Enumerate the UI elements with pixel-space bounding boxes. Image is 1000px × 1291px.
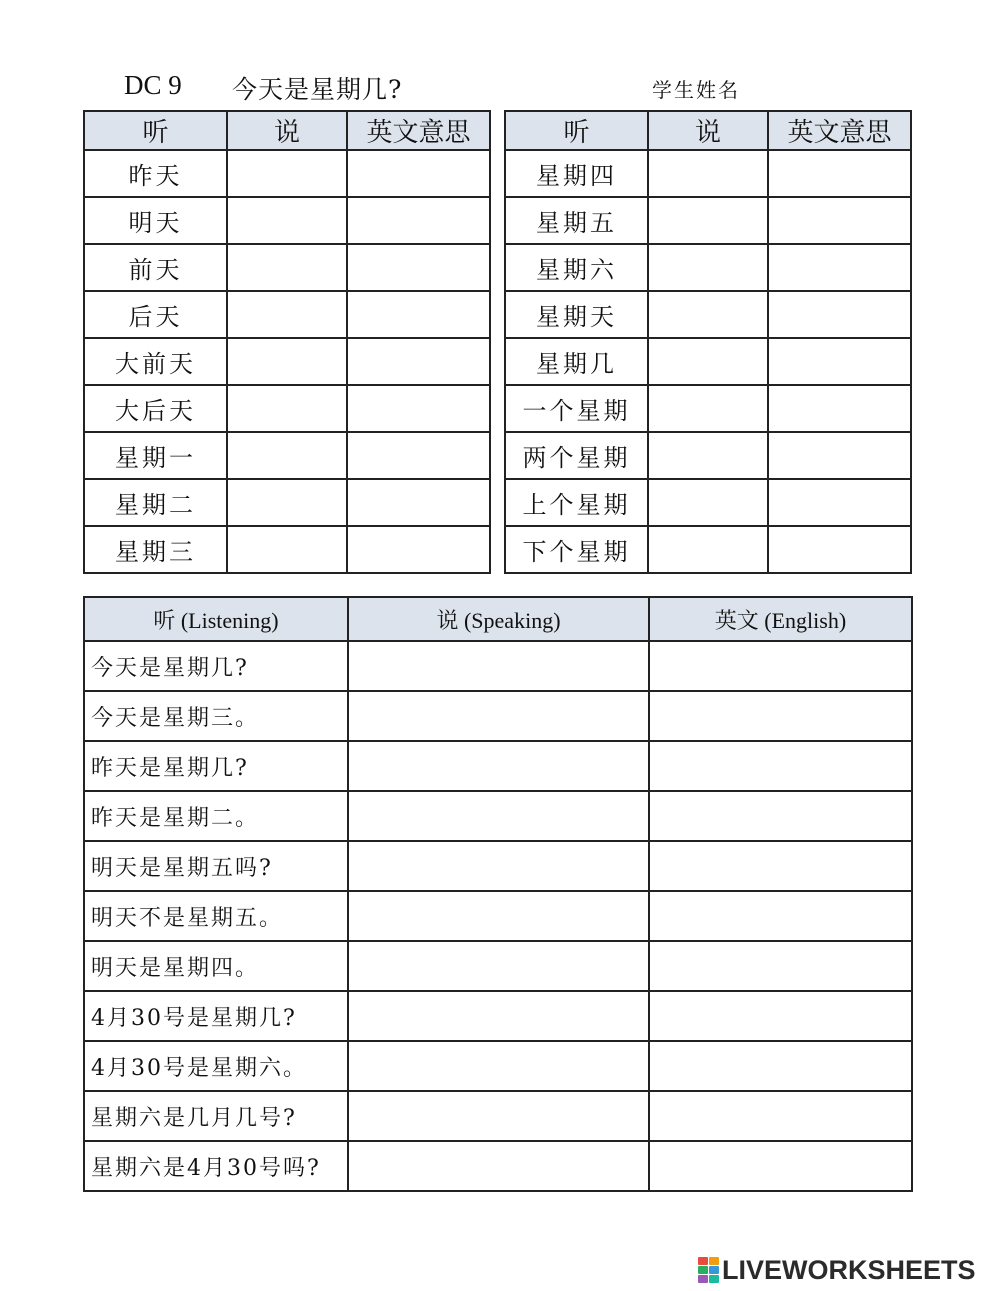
header-speak: 说 — [227, 111, 347, 150]
vocab-word: 星期六 — [505, 244, 648, 291]
header-english-meaning: 英文意思 — [347, 111, 490, 150]
english-answer-cell[interactable] — [347, 197, 490, 244]
speaking-answer-cell[interactable] — [348, 1141, 649, 1191]
sentence-text: 4月30号是星期六。 — [84, 1041, 348, 1091]
sentence-row — [84, 991, 912, 1041]
vocab-table-right — [504, 110, 912, 574]
english-answer-cell[interactable] — [347, 526, 490, 573]
vocab-row — [84, 244, 490, 291]
speak-answer-cell[interactable] — [648, 197, 768, 244]
speaking-answer-cell[interactable] — [348, 991, 649, 1041]
speak-answer-cell[interactable] — [648, 479, 768, 526]
sentence-text: 4月30号是星期几? — [84, 991, 348, 1041]
english-answer-cell[interactable] — [649, 691, 912, 741]
header-english: 英文 (English) — [649, 597, 912, 641]
sentence-row — [84, 1141, 912, 1191]
logo-text: LIVEWORKSHEETS — [722, 1254, 976, 1285]
speak-answer-cell[interactable] — [227, 291, 347, 338]
sentence-text: 今天是星期三。 — [84, 691, 348, 741]
vocab-word: 后天 — [84, 291, 227, 338]
speaking-answer-cell[interactable] — [348, 641, 649, 691]
english-answer-cell[interactable] — [768, 432, 911, 479]
vocab-row — [84, 291, 490, 338]
header-listen: 听 — [84, 111, 227, 150]
english-answer-cell[interactable] — [768, 291, 911, 338]
vocab-word: 前天 — [84, 244, 227, 291]
english-answer-cell[interactable] — [347, 385, 490, 432]
english-answer-cell[interactable] — [649, 1141, 912, 1191]
vocab-row — [505, 385, 911, 432]
vocab-word: 下个星期 — [505, 526, 648, 573]
vocab-row — [84, 479, 490, 526]
logo-block — [709, 1275, 719, 1283]
vocab-row — [505, 479, 911, 526]
header-speaking: 说 (Speaking) — [348, 597, 649, 641]
english-answer-cell[interactable] — [768, 338, 911, 385]
speaking-answer-cell[interactable] — [348, 1091, 649, 1141]
speak-answer-cell[interactable] — [648, 385, 768, 432]
vocab-word: 一个星期 — [505, 385, 648, 432]
vocab-word: 星期三 — [84, 526, 227, 573]
speak-answer-cell[interactable] — [648, 338, 768, 385]
sentence-text: 今天是星期几? — [84, 641, 348, 691]
speaking-answer-cell[interactable] — [348, 941, 649, 991]
vocab-word: 星期一 — [84, 432, 227, 479]
vocab-word: 星期五 — [505, 197, 648, 244]
vocab-word: 星期几 — [505, 338, 648, 385]
speak-answer-cell[interactable] — [648, 291, 768, 338]
sentence-row — [84, 891, 912, 941]
header-listen: 听 — [505, 111, 648, 150]
english-answer-cell[interactable] — [649, 841, 912, 891]
logo-icon — [698, 1257, 720, 1283]
speak-answer-cell[interactable] — [227, 150, 347, 197]
logo-block — [698, 1266, 708, 1274]
speaking-answer-cell[interactable] — [348, 891, 649, 941]
sentence-text: 明天是星期四。 — [84, 941, 348, 991]
vocab-row — [84, 338, 490, 385]
speak-answer-cell[interactable] — [648, 432, 768, 479]
speaking-answer-cell[interactable] — [348, 741, 649, 791]
english-answer-cell[interactable] — [768, 385, 911, 432]
speak-answer-cell[interactable] — [227, 526, 347, 573]
vocab-row — [505, 197, 911, 244]
english-answer-cell[interactable] — [649, 741, 912, 791]
vocab-row — [505, 338, 911, 385]
vocab-word: 大前天 — [84, 338, 227, 385]
sentence-row — [84, 641, 912, 691]
vocab-row — [505, 244, 911, 291]
sentence-text: 星期六是几月几号? — [84, 1091, 348, 1141]
speak-answer-cell[interactable] — [648, 244, 768, 291]
vocab-word: 明天 — [84, 197, 227, 244]
sentence-row — [84, 941, 912, 991]
sentence-text: 明天是星期五吗? — [84, 841, 348, 891]
header-speak: 说 — [648, 111, 768, 150]
sentence-text: 星期六是4月30号吗? — [84, 1141, 348, 1191]
speak-answer-cell[interactable] — [227, 197, 347, 244]
vocab-row — [84, 150, 490, 197]
vocab-row — [505, 150, 911, 197]
english-answer-cell[interactable] — [347, 432, 490, 479]
vocab-row — [84, 385, 490, 432]
english-answer-cell[interactable] — [347, 479, 490, 526]
speak-answer-cell[interactable] — [227, 338, 347, 385]
english-answer-cell[interactable] — [649, 991, 912, 1041]
vocab-word: 星期二 — [84, 479, 227, 526]
english-answer-cell[interactable] — [649, 941, 912, 991]
vocab-word: 上个星期 — [505, 479, 648, 526]
english-answer-cell[interactable] — [768, 197, 911, 244]
vocab-row — [84, 197, 490, 244]
speak-answer-cell[interactable] — [227, 479, 347, 526]
speaking-answer-cell[interactable] — [348, 1041, 649, 1091]
english-answer-cell[interactable] — [347, 150, 490, 197]
english-answer-cell[interactable] — [347, 338, 490, 385]
speaking-answer-cell[interactable] — [348, 691, 649, 741]
vocab-row — [505, 432, 911, 479]
english-answer-cell[interactable] — [649, 791, 912, 841]
speaking-answer-cell[interactable] — [348, 841, 649, 891]
english-answer-cell[interactable] — [768, 244, 911, 291]
student-name-label: 学生姓名 — [652, 78, 740, 102]
vocab-row — [505, 526, 911, 573]
vocab-word: 昨天 — [84, 150, 227, 197]
sentence-text: 昨天是星期几? — [84, 741, 348, 791]
logo-block — [709, 1266, 719, 1274]
speaking-answer-cell[interactable] — [348, 791, 649, 841]
vocab-header-row — [505, 111, 911, 150]
vocab-word: 星期四 — [505, 150, 648, 197]
document-code: DC 9 — [124, 70, 182, 100]
english-answer-cell[interactable] — [347, 244, 490, 291]
vocab-row — [84, 432, 490, 479]
document-title: 今天是星期几? — [232, 75, 403, 104]
sentence-row — [84, 791, 912, 841]
english-answer-cell[interactable] — [649, 1091, 912, 1141]
sentence-row — [84, 741, 912, 791]
speak-answer-cell[interactable] — [648, 150, 768, 197]
english-answer-cell[interactable] — [768, 526, 911, 573]
sentence-row — [84, 691, 912, 741]
speak-answer-cell[interactable] — [227, 385, 347, 432]
speak-answer-cell[interactable] — [648, 526, 768, 573]
vocab-row — [84, 526, 490, 573]
sentence-table — [83, 596, 913, 1192]
english-answer-cell[interactable] — [649, 1041, 912, 1091]
english-answer-cell[interactable] — [768, 150, 911, 197]
vocab-word: 星期天 — [505, 291, 648, 338]
english-answer-cell[interactable] — [347, 291, 490, 338]
logo-block — [698, 1275, 708, 1283]
header-english-meaning: 英文意思 — [768, 111, 911, 150]
logo-block — [709, 1257, 719, 1265]
vocab-header-row — [84, 111, 490, 150]
sentence-row — [84, 1091, 912, 1141]
vocab-word: 大后天 — [84, 385, 227, 432]
sentence-row — [84, 1041, 912, 1091]
header-listening: 听 (Listening) — [84, 597, 348, 641]
vocab-word: 两个星期 — [505, 432, 648, 479]
sentence-text: 昨天是星期二。 — [84, 791, 348, 841]
logo-block — [698, 1257, 708, 1265]
english-answer-cell[interactable] — [768, 479, 911, 526]
sentence-row — [84, 841, 912, 891]
page-header — [0, 64, 1000, 108]
sentence-text: 明天不是星期五。 — [84, 891, 348, 941]
english-answer-cell[interactable] — [649, 641, 912, 691]
liveworksheets-logo — [698, 1256, 976, 1284]
speak-answer-cell[interactable] — [227, 244, 347, 291]
vocab-row — [505, 291, 911, 338]
english-answer-cell[interactable] — [649, 891, 912, 941]
speak-answer-cell[interactable] — [227, 432, 347, 479]
sentence-header-row — [84, 597, 912, 641]
vocab-table-left — [83, 110, 491, 574]
